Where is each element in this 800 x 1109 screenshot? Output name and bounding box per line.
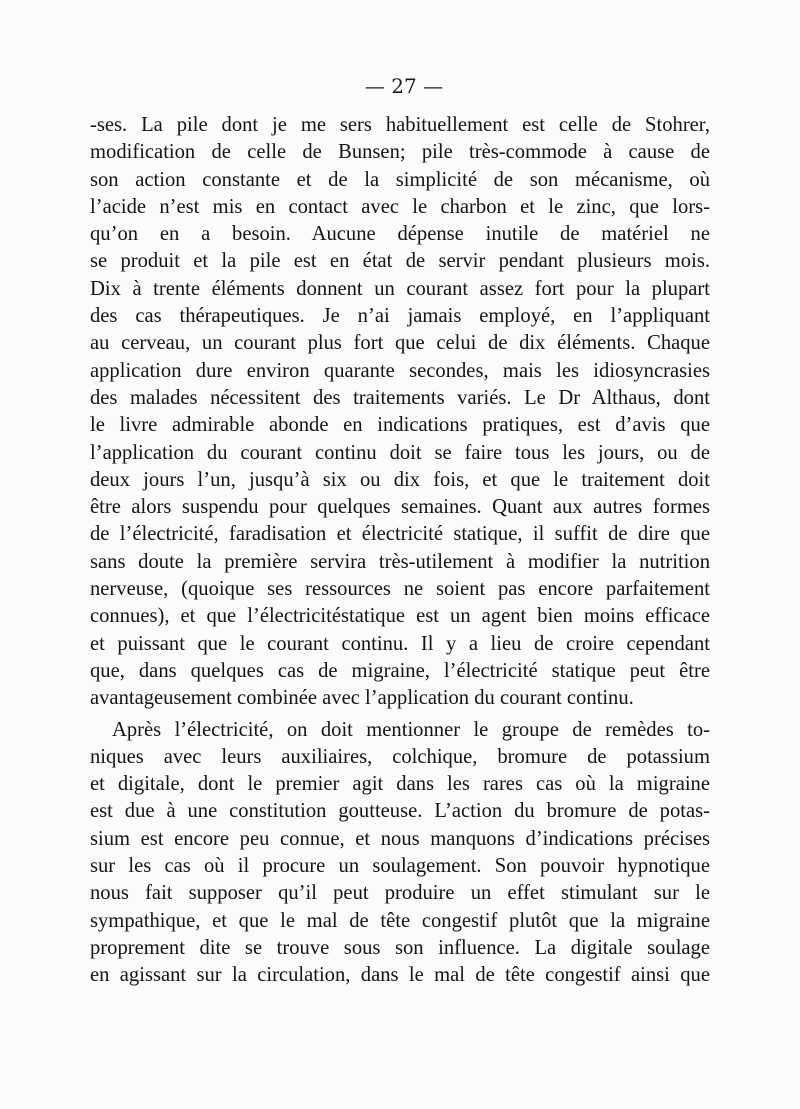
text-line: le livre admirable abonde en indications pratiques, est d’avis que	[90, 414, 710, 437]
text-line: sympathique, et que le mal de tête congestif plutôt que la migraine	[90, 909, 710, 932]
text-line: au cerveau, un courant plus fort que celui de dix éléments. Chaque	[90, 332, 710, 355]
text-line: des malades nécessitent des traitements variés. Le Dr Althaus, dont	[90, 386, 710, 409]
text-line: des cas thérapeutiques. Je n’ai jamais employé, en l’appliquant	[90, 305, 710, 328]
text-line: nerveuse, (quoique ses ressources ne soient pas encore parfaitement	[90, 578, 710, 601]
text-line: en agissant sur la circulation, dans le mal de tête congestif ainsi que	[90, 964, 710, 987]
text-line: que, dans quelques cas de migraine, l’électricité statique peut être	[90, 659, 710, 682]
text-line: l’application du courant continu doit se faire tous les jours, ou de	[90, 441, 710, 464]
text-line: et digitale, dont le premier agit dans les rares cas où la migraine	[90, 773, 710, 796]
text-line: application dure environ quarante secondes, mais les idiosyncrasies	[90, 359, 710, 382]
text-line: se produit et la pile est en état de servir pendant plusieurs mois.	[90, 250, 710, 273]
text-line: -ses. La pile dont je me sers habituellement est celle de Stohrer,	[90, 114, 710, 136]
text-line: avantageusement combinée avec l’application du courant continu.	[90, 687, 634, 710]
text-line: modification de celle de Bunsen; pile très-commode à cause de	[90, 141, 710, 164]
paragraph-1	[90, 112, 710, 713]
text-line: est due à une constitution goutteuse. L’action du bromure de potas-	[90, 800, 710, 823]
text-line: être alors suspendu pour quelques semaines. Quant aux autres formes	[90, 496, 710, 519]
text-line: connues), et que l’électricitéstatique est un agent bien moins efficace	[90, 605, 710, 628]
text-line: sur les cas où il procure un soulagement. Son pouvoir hypnotique	[90, 855, 710, 878]
paragraph-2	[90, 717, 710, 990]
text-line: nous fait supposer qu’il peut produire un effet stimulant sur le	[90, 882, 710, 905]
text-line: son action constante et de la simplicité de son mécanisme, où	[90, 168, 710, 191]
text-line: proprement dite se trouve sous son influence. La digitale soulage	[90, 936, 710, 959]
body-text	[90, 112, 710, 990]
text-line: et puissant que le courant continu. Il y a lieu de croire cependant	[90, 632, 710, 655]
text-line: Dix à trente éléments donnent un courant assez fort pour la plupart	[90, 277, 710, 300]
text-line: de l’électricité, faradisation et électricité statique, il suffit de dire que	[90, 523, 710, 546]
text-line: qu’on en a besoin. Aucune dépense inutile de matériel ne	[90, 223, 710, 246]
text-line: l’acide n’est mis en contact avec le charbon et le zinc, que lors-	[90, 195, 710, 218]
text-line: Après l’électricité, on doit mentionner le groupe de remèdes to-	[112, 718, 710, 741]
text-line: sium est encore peu connue, et nous manquons d’indications précises	[90, 827, 710, 850]
text-line: niques avec leurs auxiliaires, colchique, bromure de potassium	[90, 745, 710, 768]
page-number: — 27 —	[364, 74, 444, 98]
text-line: deux jours l’un, jusqu’à six ou dix fois, et que le traitement doit	[90, 468, 710, 491]
text-line: sans doute la première servira très-utilement à modifier la nutrition	[90, 550, 710, 573]
